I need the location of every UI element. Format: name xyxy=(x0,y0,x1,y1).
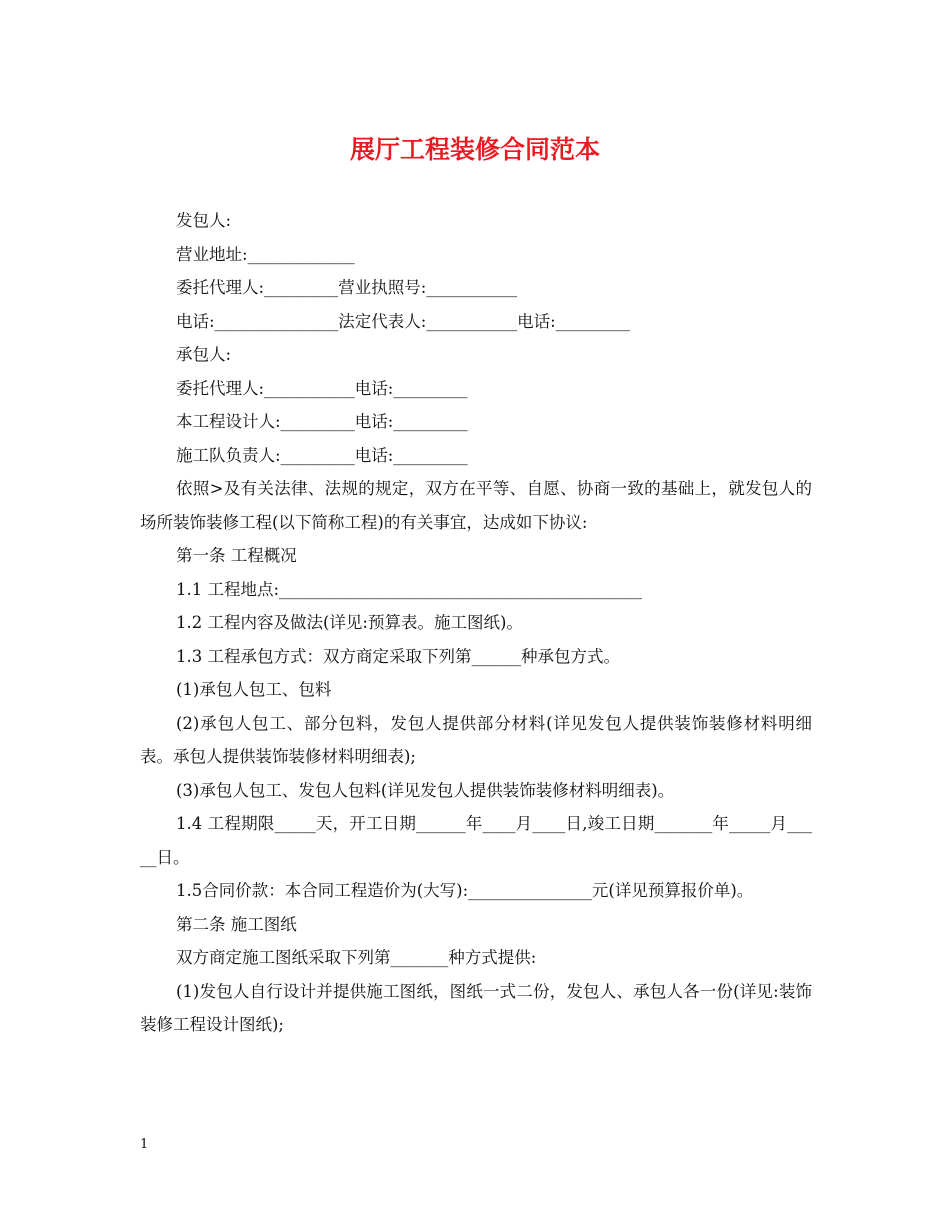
clause-1-3-option-3: (3)承包人包工、发包人包料(详见发包人提供装饰装修材料明细表)。 xyxy=(176,780,675,800)
section-heading-2: 第二条 施工图纸 xyxy=(176,914,297,934)
paragraph-contractor: 承包人: xyxy=(176,345,232,364)
paragraph-agreement-basis: 依照>及有关法律、法规的规定，双方在平等、自愿、协商一致的基础上，就发包人的场所装饰装修工程(以下简称工程)的有关事宜，达成如下协议: xyxy=(140,479,812,532)
paragraph-contractor-agent: 委托代理人:___________电话:_________ xyxy=(176,378,468,398)
clause-1-3-option-2: (2)承包人包工、部分包料，发包人提供部分材料(详见发包人提供装饰装修材料明细表。承包人提供装饰装修材料明细表); xyxy=(140,713,812,766)
clause-1-3: 1.3 工程承包方式：双方商定采取下列第______种承包方式。 xyxy=(176,646,620,666)
clause-1-4: 1.4 工程期限_____天，开工日期______年____月____日,竣工日期_______年_____月_____日。 xyxy=(140,814,812,867)
paragraph-agent-license: 委托代理人:_________营业执照号:___________ xyxy=(176,278,518,297)
document-body xyxy=(140,204,812,1042)
clause-1-5: 1.5合同价款：本合同工程造价为(大写):_______________元(详见预算报价单)。 xyxy=(176,881,754,900)
clause-1-1: 1.1 工程地点:____________________________________________ xyxy=(176,579,643,599)
page-number: 1 xyxy=(140,1137,149,1152)
paragraph-employer: 发包人: xyxy=(176,211,232,230)
clause-1-2: 1.2 工程内容及做法(详见:预算表。施工图纸)。 xyxy=(176,613,523,632)
paragraph-designer: 本工程设计人:_________电话:_________ xyxy=(176,412,468,431)
clause-2-option-1: (1)发包人自行设计并提供施工图纸，图纸一式二份，发包人、承包人各一份(详见:装饰装修工程设计图纸); xyxy=(140,981,812,1034)
section-heading-1: 第一条 工程概况 xyxy=(176,546,297,565)
paragraph-business-address: 营业地址:_____________ xyxy=(176,244,355,264)
clause-2-intro: 双方商定施工图纸采取下列第_______种方式提供: xyxy=(176,948,537,967)
document-title: 展厅工程装修合同范本 xyxy=(349,135,600,164)
paragraph-construction-lead: 施工队负责人:_________电话:_________ xyxy=(176,445,468,465)
clause-1-3-option-1: (1)承包人包工、包料 xyxy=(176,680,332,699)
paragraph-phone-legal-rep: 电话:_______________法定代表人:___________电话:_________ xyxy=(176,311,630,331)
